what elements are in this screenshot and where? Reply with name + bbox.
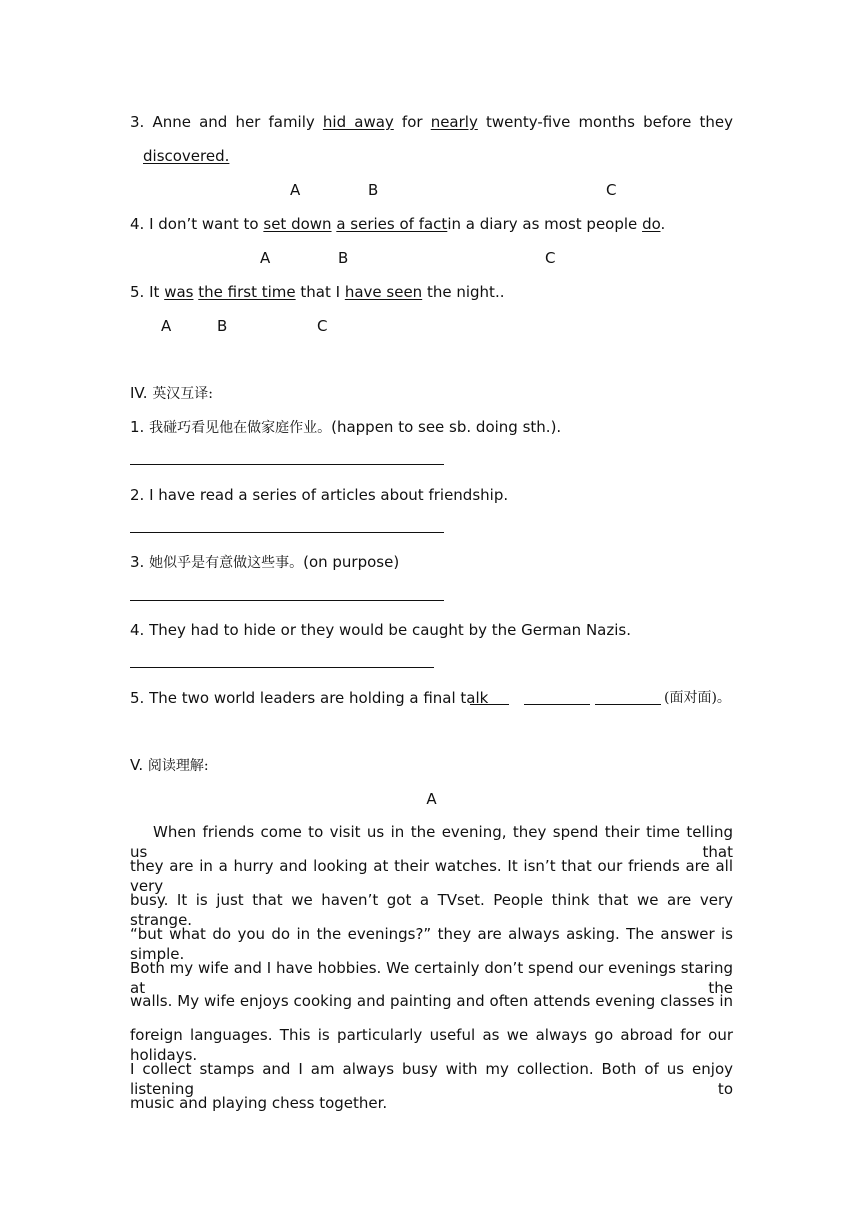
item-chinese-hint: (面对面)。 <box>664 690 731 706</box>
answer-blank-line[interactable] <box>130 667 434 668</box>
underlined-option-c: do <box>642 215 661 233</box>
passage-line: music and playing chess together. <box>130 1094 388 1112</box>
fill-in-blank-3[interactable] <box>595 704 661 705</box>
option-label-a: A <box>290 181 301 199</box>
question-text: twenty-five months before they <box>485 113 733 131</box>
item-chinese-text: 我碰巧看见他在做家庭作业。 <box>149 420 332 436</box>
option-label-a: A <box>161 317 172 335</box>
question-text: I don’t want to <box>149 215 259 233</box>
item-english-text: I have read a series of articles about friendship. <box>149 486 509 504</box>
item-chinese-text: 她似乎是有意做这些事。 <box>149 555 304 571</box>
answer-blank-line[interactable] <box>130 600 444 601</box>
underlined-option-a: hid away <box>322 113 394 131</box>
question-text: . <box>660 215 666 233</box>
option-label-b: B <box>368 181 379 199</box>
item-hint: (happen to see sb. doing sth.). <box>331 418 562 436</box>
passage-line: busy. It is just that we haven’t got a TVset. People think that we are very strange. <box>130 891 733 929</box>
question-number: 5. <box>130 283 145 301</box>
underlined-option-b: the first time <box>198 283 296 301</box>
question-text: the night.. <box>426 283 505 301</box>
question-text: Anne and her family <box>152 113 315 131</box>
item-number: 4. <box>130 621 145 639</box>
question-text: in a diary as most people <box>447 215 638 233</box>
section-title: 阅读理解: <box>147 758 209 774</box>
answer-blank-line[interactable] <box>130 532 444 533</box>
section-v-heading <box>130 755 733 776</box>
underlined-option-b: a series of fact <box>336 215 448 233</box>
item-number: 2. <box>130 486 145 504</box>
underlined-option-b: nearly <box>430 113 478 131</box>
item-number: 5. <box>130 689 145 707</box>
passage-line: foreign languages. This is particularly useful as we always go abroad for our holidays. <box>130 1026 733 1064</box>
translation-item-1 <box>130 417 733 438</box>
question-text: for <box>401 113 423 131</box>
underlined-option-a: was <box>164 283 194 301</box>
option-label-c: C <box>545 249 556 267</box>
passage-line: Both my wife and I have hobbies. We certainly don’t spend our evenings staring at the <box>130 959 733 997</box>
option-label-b: B <box>217 317 228 335</box>
question-text: that I <box>300 283 341 301</box>
underlined-option-a: set down <box>263 215 332 233</box>
underlined-option-c: discovered. <box>143 147 230 165</box>
section-roman-numeral: V. <box>130 756 144 774</box>
translation-item-5 <box>130 688 733 708</box>
passage-label: A <box>426 790 437 808</box>
passage-line: “but what do you do in the evenings?” they are always asking. The answer is simple. <box>130 925 733 963</box>
translation-item-3 <box>130 552 733 573</box>
translation-item-4 <box>130 620 733 640</box>
option-label-c: C <box>606 181 617 199</box>
item-hint: (on purpose) <box>303 553 400 571</box>
passage-line: walls. My wife enjoys cooking and painting and often attends evening classes in <box>130 992 733 1010</box>
item-english-text: They had to hide or they would be caught by the German Nazis. <box>149 621 631 639</box>
section-iv-heading <box>130 383 733 404</box>
passage-line: When friends come to visit us in the evening, they spend their time telling us that <box>130 823 733 861</box>
answer-blank-line[interactable] <box>130 464 444 465</box>
question-text: It <box>149 283 160 301</box>
passage-line: they are in a hurry and looking at their watches. It isn’t that our friends are all very <box>130 857 733 895</box>
question-number: 4. <box>130 215 145 233</box>
option-label-c: C <box>317 317 328 335</box>
passage-line: I collect stamps and I am always busy with my collection. Both of us enjoy listening to <box>130 1060 733 1098</box>
item-english-text: The two world leaders are holding a final talk <box>149 689 489 707</box>
section-title: 英汉互译: <box>152 386 214 402</box>
underlined-option-c: have seen <box>344 283 423 301</box>
translation-item-2 <box>130 485 733 505</box>
section-roman-numeral: IV. <box>130 384 148 402</box>
question-5-line <box>130 282 733 302</box>
fill-in-blank-2[interactable] <box>524 704 590 705</box>
item-number: 3. <box>130 553 145 571</box>
question-3-line-2 <box>143 146 746 166</box>
item-number: 1. <box>130 418 145 436</box>
question-4-line <box>130 214 733 234</box>
option-label-a: A <box>260 249 271 267</box>
question-number: 3. <box>130 113 145 131</box>
question-3-line-1 <box>130 112 733 132</box>
option-label-b: B <box>338 249 349 267</box>
fill-in-blank-1[interactable] <box>470 704 509 705</box>
